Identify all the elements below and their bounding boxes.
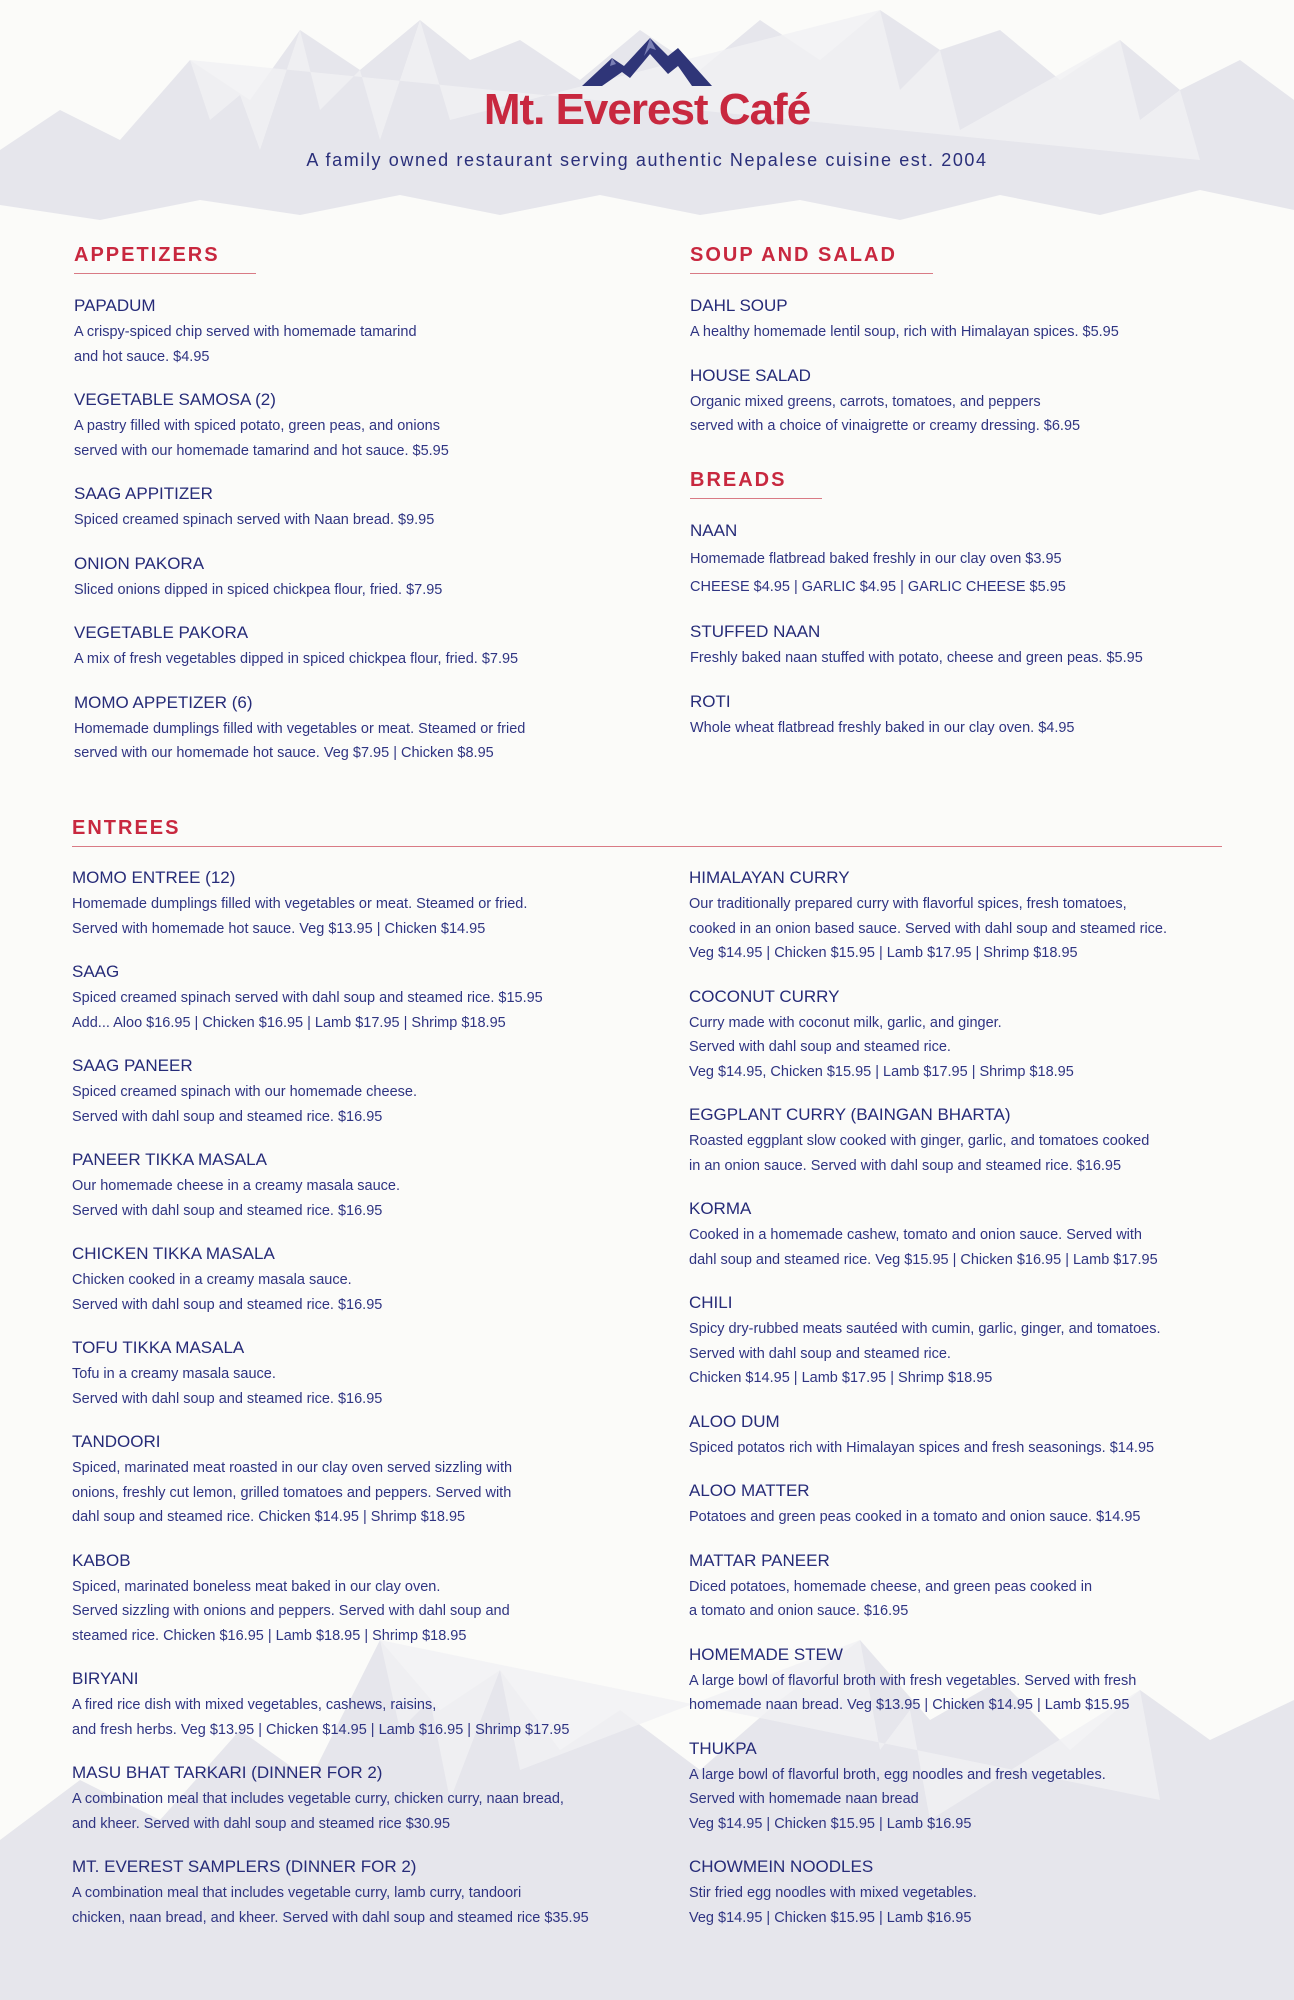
section-title: SOUP AND SALAD: [690, 244, 933, 274]
item-description: A mix of fresh vegetables dipped in spiced chickpea flour, fried. $7.95: [74, 651, 519, 667]
item-name: EGGPLANT CURRY (BAINGAN BHARTA): [689, 1105, 1011, 1124]
entrees-header: [72, 817, 1222, 869]
item-name: MOMO ENTREE (12): [72, 868, 236, 887]
item-name: HOMEMADE STEW: [689, 1644, 843, 1664]
item-name: CHOWMEIN NOODLES: [689, 1857, 874, 1876]
item-name: THUKPA: [689, 1738, 757, 1758]
tagline: A family owned restaurant serving authentic Nepalese cuisine est. 2004: [306, 150, 988, 170]
item-name: SAAG: [72, 962, 120, 981]
menu-item: [689, 1857, 1279, 1930]
item-name: NAAN: [690, 521, 738, 540]
item-name: CHICKEN TIKKA MASALA: [72, 1244, 275, 1263]
menu-item: [74, 623, 634, 672]
entrees-left-column: [72, 868, 672, 1951]
appetizers-section: [74, 244, 634, 787]
item-description: Chicken cooked in a creamy masala sauce. Served with dahl soup and steamed rice. $16.95: [72, 1272, 383, 1313]
item-description: Whole wheat flatbread freshly baked in our clay oven. $4.95: [690, 719, 1075, 736]
menu-item: [689, 987, 1279, 1085]
item-description: Spiced creamed spinach served with Naan bread. $9.95: [74, 512, 435, 528]
item-name: TANDOORI: [72, 1432, 161, 1451]
item-description: Our traditionally prepared curry with flavorful spices, fresh tomatoes, cooked in an onion based sauce. Served with dahl soup and steamed rice. Veg $14.95 | Chicken $15.95 | Lamb $17.95 | Shrimp $18.95: [689, 896, 1168, 961]
item-name: ALOO DUM: [689, 1411, 780, 1431]
section-title: BREADS: [690, 469, 822, 499]
menu-item: [689, 1481, 1279, 1530]
item-name: VEGETABLE SAMOSA (2): [74, 390, 276, 409]
menu-item-naan: [690, 521, 1250, 601]
item-name: ROTI: [690, 691, 731, 711]
item-description: Stir fried egg noodles with mixed vegetables. Veg $14.95 | Chicken $15.95 | Lamb $16.95: [689, 1885, 977, 1926]
item-description: A healthy homemade lentil soup, rich with Himalayan spices. $5.95: [690, 324, 1119, 340]
item-name: COCONUT CURRY: [689, 986, 840, 1006]
item-description: Curry made with coconut milk, garlic, and ginger. Served with dahl soup and steamed rice. Veg $14.95, Chicken $15.95 | Lamb $17.95 | Shrimp $18.95: [689, 1014, 1074, 1080]
menu-item: [72, 1763, 672, 1836]
item-name: PANEER TIKKA MASALA: [72, 1150, 267, 1169]
item-description: A crispy-spiced chip served with homemade tamarind and hot sauce. $4.95: [74, 324, 417, 365]
menu-item: [689, 1739, 1279, 1837]
menu-item: [72, 1150, 672, 1223]
item-name: ALOO MATTER: [689, 1481, 810, 1500]
item-description: A large bowl of flavorful broth with fresh vegetables. Served with fresh homemade naan bread. Veg $13.95 | Chicken $14.95 | Lamb $15.95: [689, 1672, 1137, 1713]
menu-item: [689, 1199, 1279, 1272]
menu-item: [74, 296, 634, 369]
item-description: Spicy dry-rubbed meats sautéed with cumin, garlic, ginger, and tomatoes. Served with dahl soup and steamed rice. Chicken $14.95 | Lamb $17.95 | Shrimp $18.95: [689, 1321, 1161, 1386]
menu-item: [72, 1551, 672, 1649]
menu-item: [690, 296, 1250, 345]
item-description: A pastry filled with spiced potato, green peas, and onions served with our homemade tamarind and hot sauce. $5.95: [74, 418, 449, 459]
menu-item: [72, 1432, 672, 1530]
item-name: HIMALAYAN CURRY: [689, 868, 850, 887]
item-name: CHILI: [689, 1293, 733, 1312]
item-name: STUFFED NAAN: [690, 622, 821, 641]
item-description: A combination meal that includes vegetable curry, chicken curry, naan bread, and kheer. Served with dahl soup and steamed rice $30.95: [72, 1791, 564, 1832]
item-name: MOMO APPETIZER (6): [74, 692, 253, 712]
item-description: Sliced onions dipped in spiced chickpea flour, fried. $7.95: [74, 581, 443, 598]
menu-item: [689, 868, 1279, 966]
menu-item: [72, 1056, 672, 1129]
menu-item: [689, 1412, 1279, 1461]
item-name: MASU BHAT TARKARI (DINNER FOR 2): [72, 1763, 383, 1782]
menu-item: [72, 1669, 672, 1742]
menu-item: [72, 868, 672, 941]
item-description: Potatoes and green peas cooked in a tomato and onion sauce. $14.95: [689, 1509, 1141, 1525]
item-variants: CHEESE $4.95 | GARLIC $4.95 | GARLIC CHEESE $5.95: [690, 579, 1066, 595]
entrees-right-column: [689, 868, 1279, 1951]
item-name: VEGETABLE PAKORA: [74, 623, 249, 642]
item-name: MATTAR PANEER: [689, 1550, 830, 1570]
item-name: SAAG PANEER: [72, 1056, 193, 1075]
menu-item: [689, 1293, 1279, 1391]
item-name: MT. EVEREST SAMPLERS (DINNER FOR 2): [72, 1857, 417, 1876]
item-description: Freshly baked naan stuffed with potato, cheese and green peas. $5.95: [690, 650, 1143, 666]
menu-header: [0, 36, 1294, 171]
item-description: Spiced creamed spinach served with dahl soup and steamed rice. $15.95 Add... Aloo $16.95 | Chicken $16.95 | Lamb $17.95 | Shrimp $18.95: [72, 990, 543, 1031]
menu-item: [690, 622, 1250, 671]
menu-item: [72, 962, 672, 1035]
item-name: BIRYANI: [72, 1669, 139, 1688]
item-description: Homemade dumplings filled with vegetables or meat. Steamed or fried served with our homemade hot sauce. Veg $7.95 | Chicken $8.95: [74, 720, 526, 761]
menu-item: [689, 1105, 1279, 1178]
item-description: Roasted eggplant slow cooked with ginger, garlic, and tomatoes cooked in an onion sauce. Served with dahl soup and steamed rice. $16.95: [689, 1133, 1150, 1174]
breads-section: [690, 469, 1250, 761]
section-title: ENTREES: [72, 817, 1222, 847]
mountain-logo-icon: [582, 36, 712, 88]
item-description: A combination meal that includes vegetable curry, lamb curry, tandoori chicken, naan bread, and kheer. Served with dahl soup and steamed rice $35.95: [72, 1885, 589, 1926]
item-description: Cooked in a homemade cashew, tomato and onion sauce. Served with dahl soup and steamed rice. Veg $15.95 | Chicken $16.95 | Lamb $17.95: [689, 1227, 1158, 1268]
menu-item: [689, 1551, 1279, 1624]
menu-item: [74, 554, 634, 603]
item-name: KORMA: [689, 1199, 752, 1218]
item-description: Tofu in a creamy masala sauce. Served with dahl soup and steamed rice. $16.95: [72, 1366, 383, 1407]
item-name: ONION PAKORA: [74, 553, 205, 573]
item-description: A large bowl of flavorful broth, egg noodles and fresh vegetables. Served with homemade naan bread Veg $14.95 | Chicken $15.95 | Lamb $16.95: [689, 1766, 1106, 1832]
soup-salad-section: [690, 244, 1250, 460]
item-description: Homemade flatbread baked freshly in our clay oven $3.95: [690, 551, 1062, 567]
menu-item: [72, 1244, 672, 1317]
item-name: DAHL SOUP: [690, 296, 788, 315]
item-name: PAPADUM: [74, 296, 156, 315]
menu-item: [74, 390, 634, 463]
item-description: Spiced, marinated meat roasted in our clay oven served sizzling with onions, freshly cut lemon, grilled tomatoes and peppers. Served with dahl soup and steamed rice. Chicken $14.95 | Shrimp $18.95: [72, 1460, 513, 1525]
restaurant-name: Mt. Everest Café: [483, 85, 811, 134]
item-description: Diced potatoes, homemade cheese, and green peas cooked in a tomato and onion sauce. $16.95: [689, 1578, 1093, 1619]
menu-item: [74, 484, 634, 533]
menu-item: [690, 366, 1250, 439]
menu-item: [690, 692, 1250, 741]
item-description: Spiced potatos rich with Himalayan spices and fresh seasonings. $14.95: [689, 1439, 1155, 1456]
item-description: Homemade dumplings filled with vegetables or meat. Steamed or fried. Served with homemade hot sauce. Veg $13.95 | Chicken $14.95: [72, 896, 528, 937]
menu-item: [72, 1338, 672, 1411]
section-title: APPETIZERS: [74, 244, 256, 274]
item-name: TOFU TIKKA MASALA: [72, 1338, 245, 1357]
item-name: KABOB: [72, 1550, 131, 1570]
menu-item: [689, 1645, 1279, 1718]
item-description: Our homemade cheese in a creamy masala sauce. Served with dahl soup and steamed rice. $16.95: [72, 1178, 401, 1219]
item-description: A fired rice dish with mixed vegetables, cashews, raisins, and fresh herbs. Veg $13.95 | Chicken $14.95 | Lamb $16.95 | Shrimp $17.95: [72, 1697, 570, 1738]
item-description: Organic mixed greens, carrots, tomatoes, and peppers served with a choice of vinaigrette or creamy dressing. $6.95: [690, 393, 1081, 434]
menu-item: [72, 1857, 672, 1930]
item-name: HOUSE SALAD: [690, 365, 811, 385]
menu-item: [74, 693, 634, 766]
item-name: SAAG APPITIZER: [74, 484, 213, 503]
item-description: Spiced creamed spinach with our homemade cheese. Served with dahl soup and steamed rice. $16.95: [72, 1084, 417, 1125]
item-description: Spiced, marinated boneless meat baked in our clay oven. Served sizzling with onions and peppers. Served with dahl soup and steamed rice. Chicken $16.95 | Lamb $18.95 | Shrimp $18.95: [72, 1578, 510, 1644]
